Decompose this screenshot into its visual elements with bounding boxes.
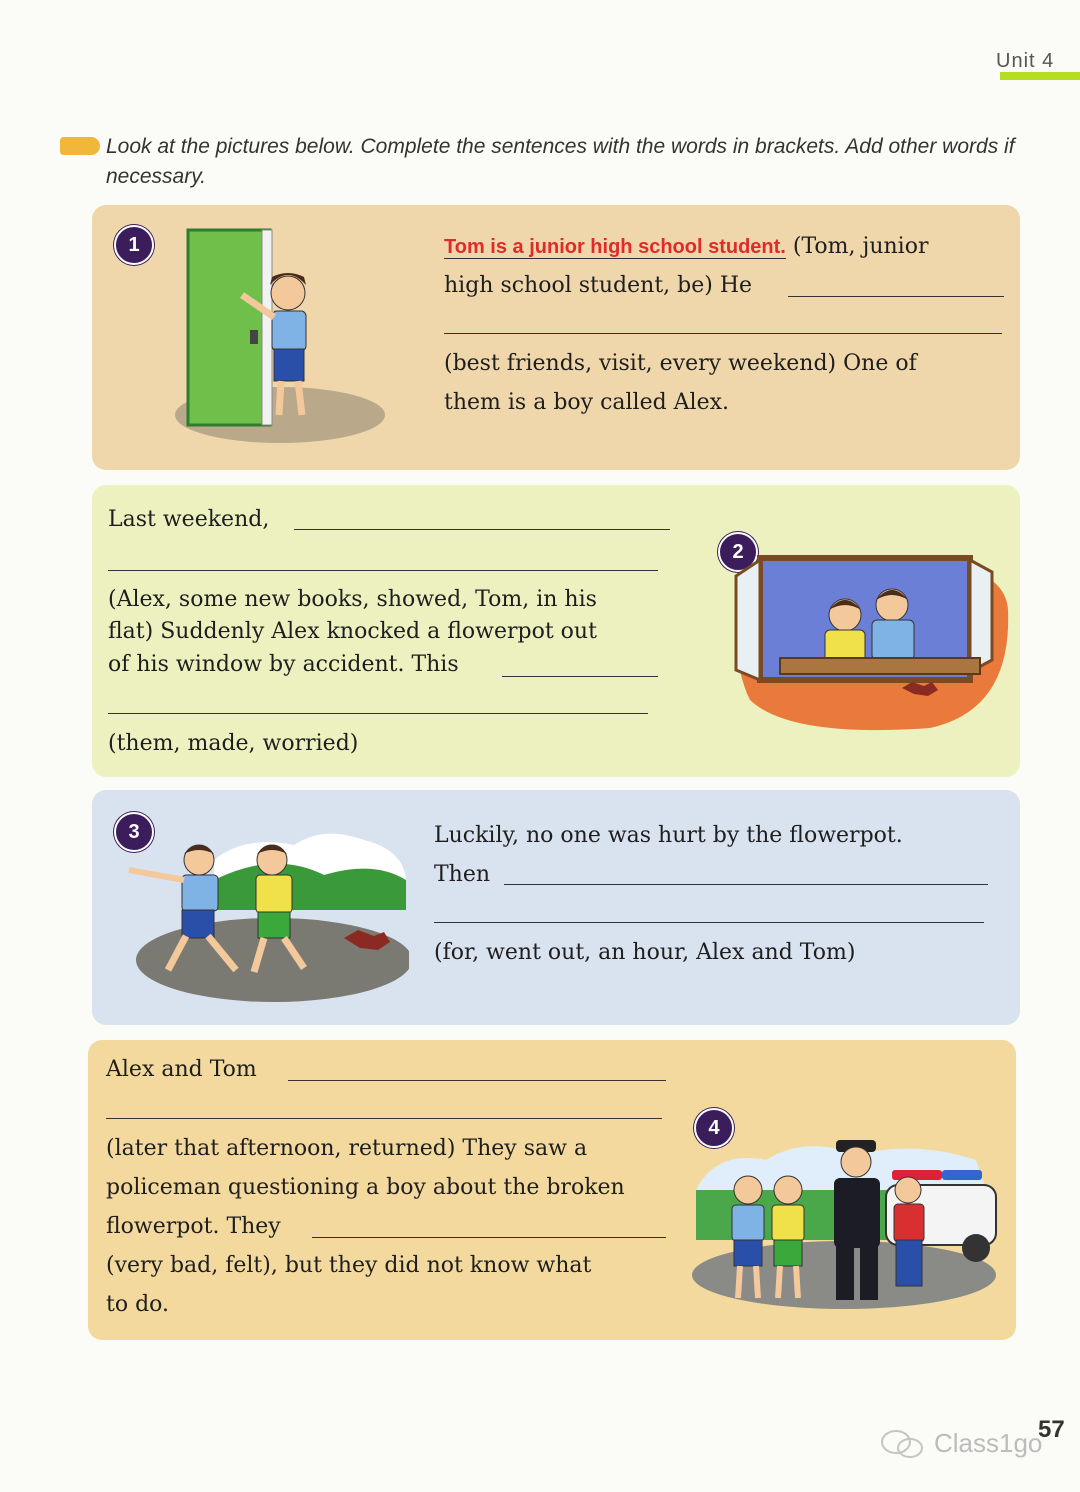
item-number-3: 3 xyxy=(114,812,154,852)
item-3-line-2: Then xyxy=(434,862,491,887)
item-4-blank-a[interactable] xyxy=(288,1080,666,1081)
item-4-line-7: to do. xyxy=(106,1292,170,1317)
item-2-line-4: flat) Suddenly Alex knocked a flowerpot out xyxy=(108,619,597,644)
item-number-2: 2 xyxy=(718,532,758,572)
boy-at-door-illustration xyxy=(150,225,385,445)
item-3-blank-a[interactable] xyxy=(504,884,988,885)
boys-walking-illustration xyxy=(124,820,409,1005)
item-2-line-3: (Alex, some new books, showed, Tom, in his xyxy=(108,587,597,612)
unit-label: Unit 4 xyxy=(996,50,1055,72)
instruction-bullet-icon xyxy=(60,137,100,155)
item-1-line-2: high school student, be) He xyxy=(444,273,753,298)
page-number: 57 xyxy=(1038,1416,1065,1443)
item-3-line-4: (for, went out, an hour, Alex and Tom) xyxy=(434,940,856,965)
boys-at-window-illustration xyxy=(730,550,1010,735)
item-1-blank-a[interactable] xyxy=(788,296,1004,297)
item-3-blank-b[interactable] xyxy=(434,922,984,923)
item-2-blank-a[interactable] xyxy=(294,529,670,530)
item-1-prompt-a: (Tom, junior xyxy=(792,234,929,259)
item-4-line-3: (later that afternoon, returned) They saw a xyxy=(106,1136,588,1161)
policeman-scene-illustration xyxy=(686,1130,1002,1310)
item-2-line-5: of his window by accident. This xyxy=(108,652,459,677)
item-1-line-5: them is a boy called Alex. xyxy=(444,390,730,415)
item-4-line-4: policeman questioning a boy about the broken xyxy=(106,1175,625,1200)
item-3-line-1: Luckily, no one was hurt by the flowerpot. xyxy=(434,823,903,848)
item-1-blank-b[interactable] xyxy=(444,333,1002,334)
item-4-blank-c[interactable] xyxy=(312,1237,666,1238)
item-2-blank-d[interactable] xyxy=(108,713,648,714)
unit-color-bar xyxy=(1000,72,1080,80)
item-number-4: 4 xyxy=(694,1108,734,1148)
item-4-blank-b[interactable] xyxy=(106,1118,662,1119)
item-2-blank-b[interactable] xyxy=(108,570,658,571)
item-1-line-4: (best friends, visit, every weekend) One of xyxy=(444,351,917,376)
watermark: Class1go xyxy=(934,1428,1043,1458)
item-4-line-6: (very bad, felt), but they did not know what xyxy=(106,1253,592,1278)
instructions: Look at the pictures below. Complete the sentences with the words in brackets. Add other words if necessary. xyxy=(106,135,1015,188)
item-1-answer: Tom is a junior high school student. xyxy=(444,236,786,258)
item-2-line-1: Last weekend, xyxy=(108,507,270,532)
item-2-blank-c[interactable] xyxy=(502,676,658,677)
wechat-watermark-icon xyxy=(880,1428,924,1458)
item-number-1: 1 xyxy=(114,225,154,265)
item-4-line-1: Alex and Tom xyxy=(106,1057,257,1082)
item-4-line-5: flowerpot. They xyxy=(106,1214,281,1239)
item-2-line-7: (them, made, worried) xyxy=(108,731,359,756)
item-1-line-1 xyxy=(444,227,1014,267)
